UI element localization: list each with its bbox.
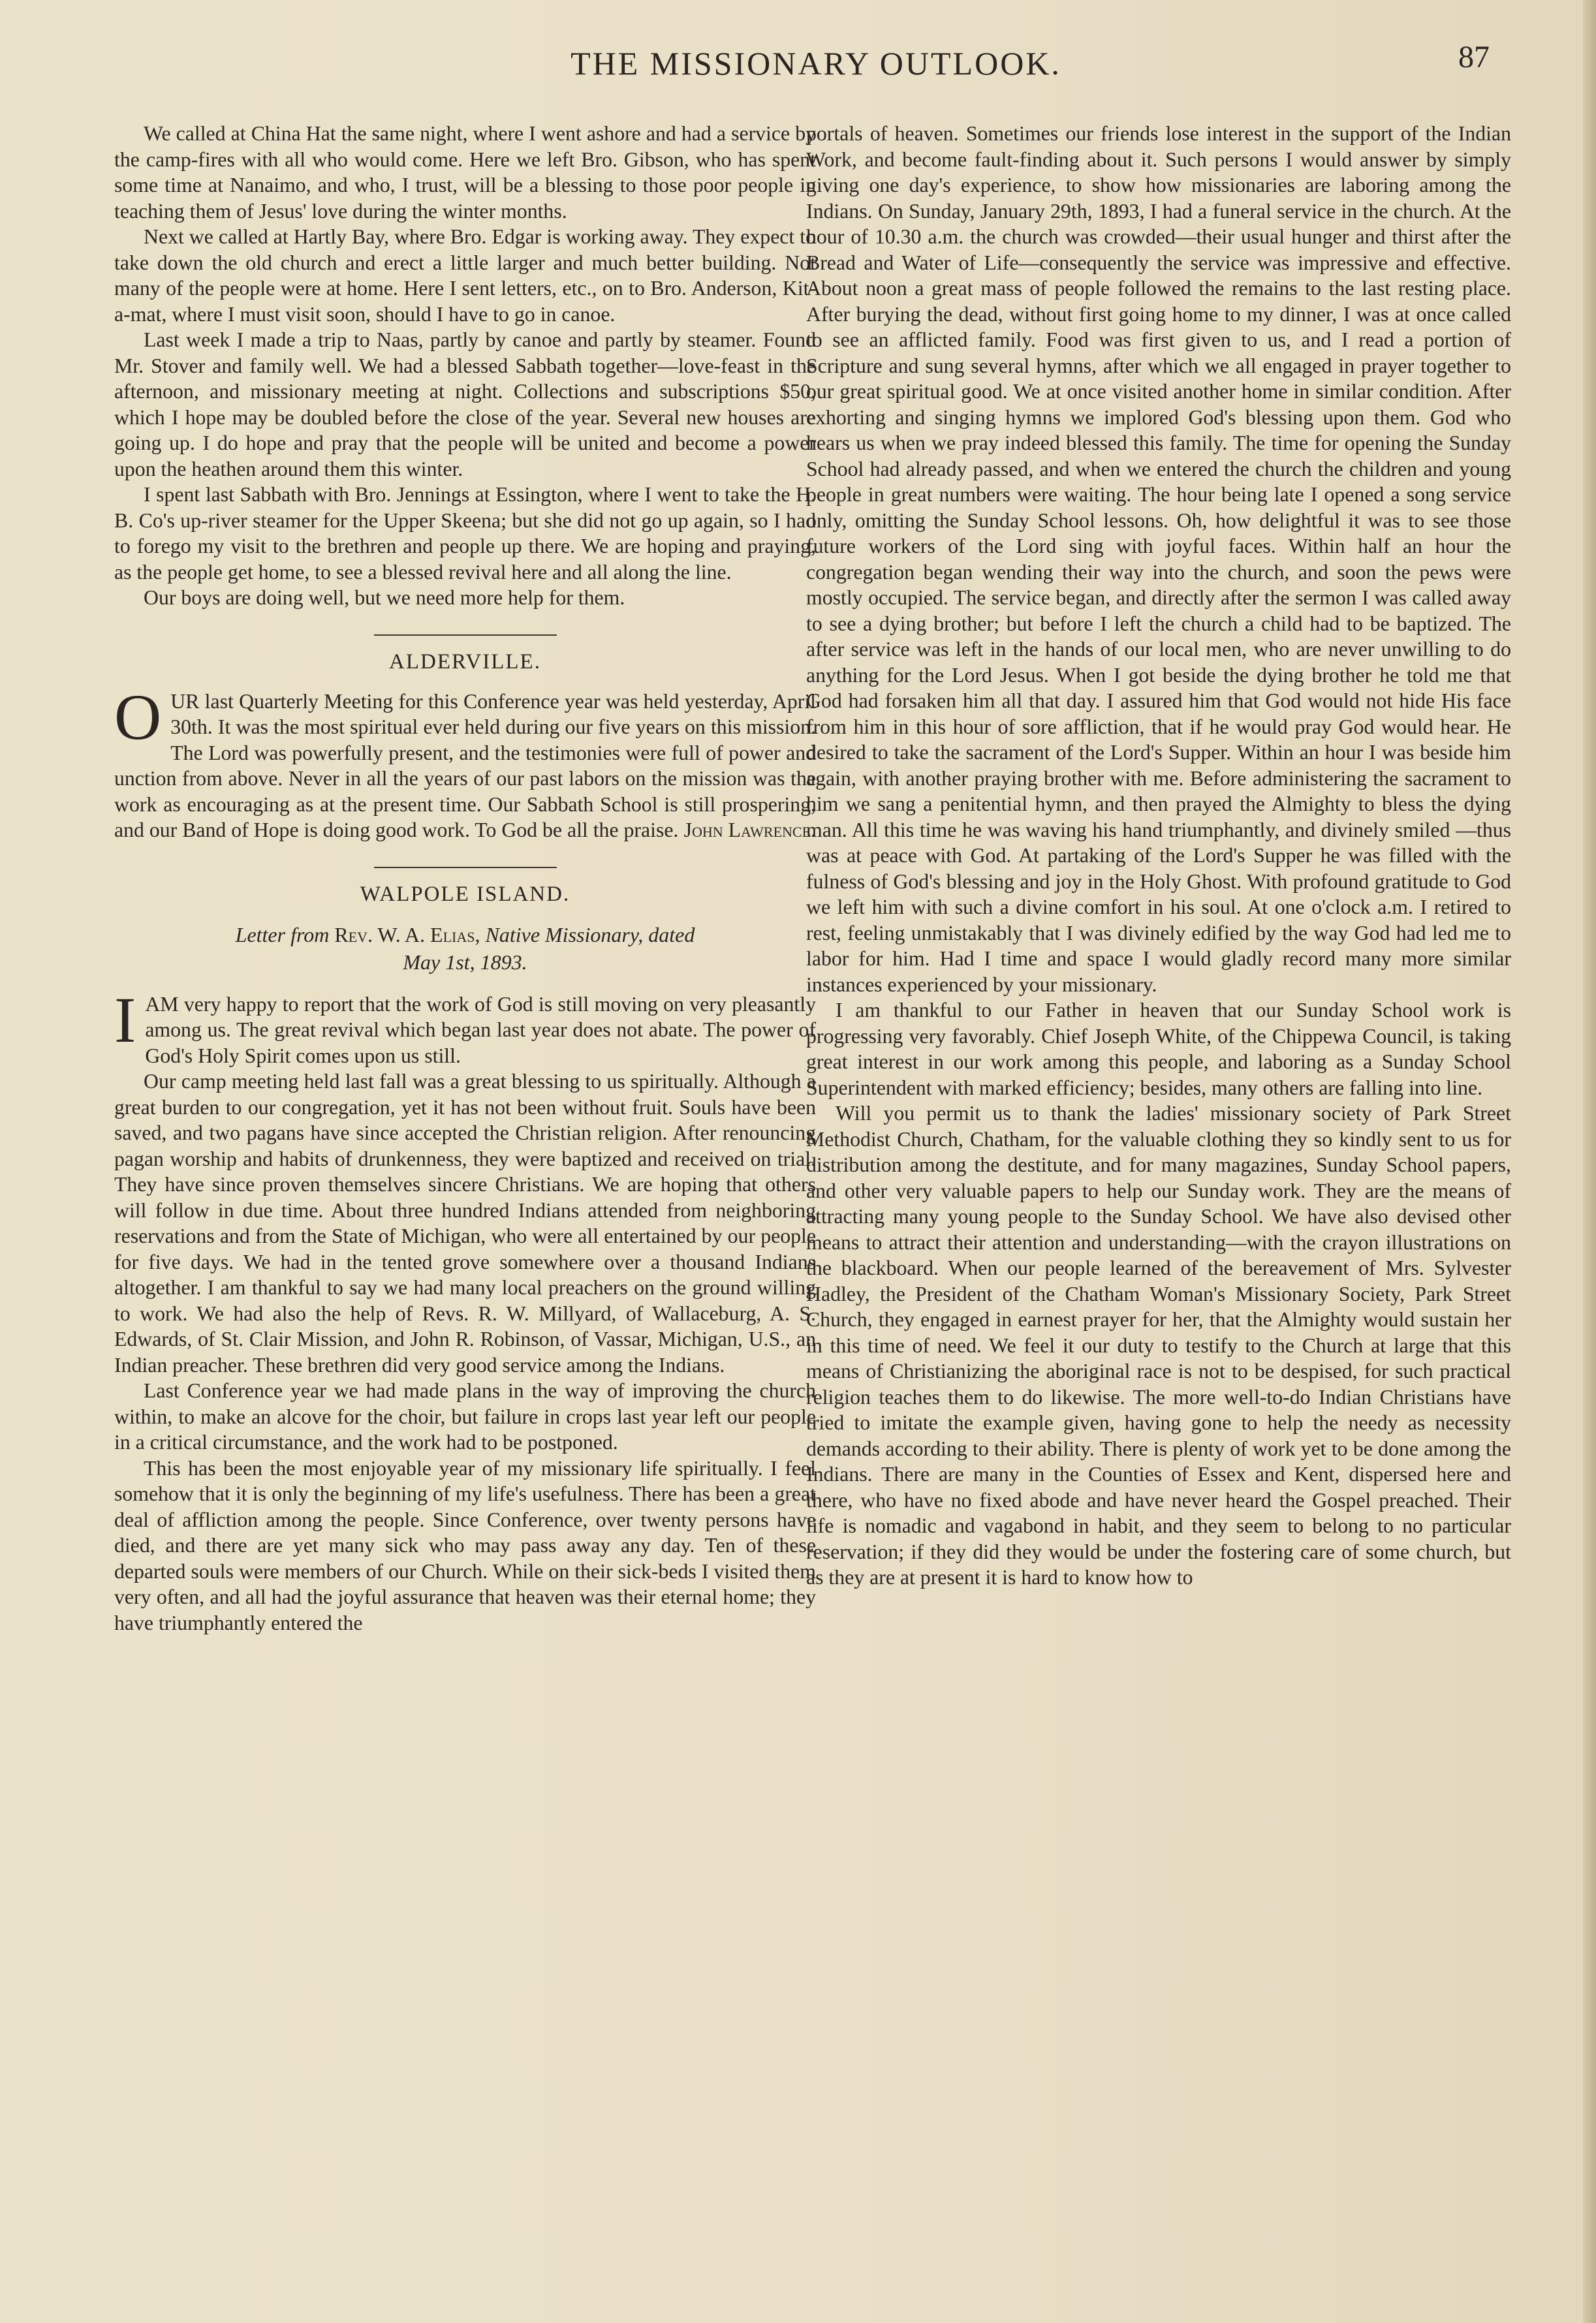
drop-cap: I <box>114 983 136 1056</box>
letter-heading <box>147 921 783 976</box>
section-title-alderville: ALDERVILLE. <box>389 649 541 674</box>
section-title-walpole: WALPOLE ISLAND. <box>360 882 571 906</box>
running-title: THE MISSIONARY OUTLOOK. <box>571 45 1061 82</box>
page-number: 87 <box>1458 40 1490 74</box>
paragraph: Our camp meeting held last fall was a great blessing to us spiritually. Although a great burden to our congregation, yet it has not been without fruit. Souls have been saved, and two pagans have since accepted the Christian religion. After renouncing pagan worship and habits of drunkenness, they were baptized and received on trial. They have since proven themselves sincere Christians. We are hoping that others will follow in due time. About three hundred Indians attended from neighboring reservations and from the State of Michigan, who were all entertained by our people for five days. We had in the tented grove somewhere over a thousand Indians altogether. I am thankful to say we had many local preachers on the ground willing to work. We had also the help of Revs. R. W. Millyard, of Wallaceburg, A. S. Edwards, of St. Clair Mission, and John R. Robinson, of Vassar, Michigan, U.S., an Indian preacher. These brethren did very good service among the Indians. <box>114 1070 816 1377</box>
paragraph: We called at China Hat the same night, where I went ashore and had a service by the camp-fires with all who would come. Here we left Bro. Gibson, who has spent some time at Nanaimo, and who, I trust, will be a blessing to those poor people in teaching them of Jesus' love during the winter months. <box>114 122 816 223</box>
paragraph: portals of heaven. Sometimes our friends lose interest in the support of the Indian Work, and become fault-finding about it. Such persons I would answer by simply giving one day's experience, to show how missionaries are laboring among the Indians. On Sunday, January 29th, 1893, I had a funeral service in the church. At the hour of 10.30 a.m. the church was crowded—their usual hunger and thirst after the Bread and Water of Life—consequently the service was impressive and effective. About noon a great mass of people followed the remains to the last resting place. After burying the dead, without first going home to my dinner, I was at once called to see an afflicted family. Food was first given to us, and I read a portion of Scripture and sung several hymns, after which we all engaged in prayer together to our great spiritual good. We at once visited another home in similar condition. After exhorting and singing hymns we implored God's blessing upon them. God who hears us when we pray indeed blessed this family. The time for opening the Sunday School had already passed, and when we entered the church the children and young people in great numbers were waiting. The hour being late I opened a song service only, omitting the Sunday School lessons. Oh, how delightful it was to see those future workers of the Lord sing with joyful faces. Within half an hour the congregation began wending their way into the church, and soon the pews were mostly occupied. The service began, and directly after the sermon I was called away to see a dying brother; but before I left the church a child had to be baptized. The after service was left in the hands of our local men, who are never unwilling to do anything for the Lord Jesus. When I got beside the dying brother he told me that God had forsaken him all that day. I assured him that God would not hide His face from him in this hour of sore affliction, that if he would pray God would hear. He desired to take the sacrament of the Lord's Supper. Within an hour I was beside him again, with another praying brother with me. Before administering the sacrament to him we sang a penitential hymn, and then prayed the Almighty to bless the dying man. All this time he was waving his hand triumphantly, and divinely smiled —thus was at peace with God. At partaking of the Lord's Supper he was filled with the fulness of God's blessing and joy in the Holy Ghost. With profound gratitude to God we left him with such a divine comfort in his soul. At one o'clock a.m. I retired to rest, feeling unmistakably that I was divinely edified by the way God had led me to labor for him. Had I time and space I would gladly record many more similar instances experienced by your missionary. <box>806 122 1511 996</box>
paragraph: Last Conference year we had made plans in the way of improving the church within, to make an alcove for the choir, but failure in crops last year left our people in a critical circumstance, and the work had to be postponed. <box>114 1379 816 1454</box>
letter-author: Rev. W. A. Elias, <box>334 922 480 946</box>
letter-role: Native Missionary, dated <box>485 922 695 946</box>
left-column <box>114 121 816 2294</box>
right-column <box>806 121 1511 2294</box>
drop-cap: O <box>114 680 162 753</box>
paragraph: Last week I made a trip to Naas, partly by canoe and partly by steamer. Found Mr. Stover and family well. We had a blessed Sabbath together—love-feast in the afternoon, and missionary meeting at night. Collections and subscriptions $50, which I hope may be doubled before the close of the year. Several new houses are going up. I do hope and pray that the people will be united and become a power upon the heathen around them this winter. <box>114 328 816 480</box>
letter-from: Letter from <box>235 922 330 946</box>
alderville-text: UR last Quarterly Meeting for this Conference year was held yesterday, April 30th. It was the most spiritual ever held during our five years on this mission. The Lord was powerfully present, and the testimonies were full of power and unction from above. Never in all the years of our past labors on the mission was the work as encouraging as at the present time. Our Sabbath School is still prospering, and our Band of Hope is doing good work. To God be all the praise. <box>114 689 816 841</box>
paragraph: Next we called at Hartly Bay, where Bro. Edgar is working away. They expect to take down the old church and erect a little larger and much better building. Not many of the people were at home. Here I sent letters, etc., on to Bro. Anderson, Kit-a-mat, where I must visit soon, should I have to go in canoe. <box>114 225 816 326</box>
letter-date: May 1st, 1893. <box>403 950 527 974</box>
walpole-text: AM very happy to report that the work of God is still moving on very pleasantly among us. The great revival which began last year does not abate. The power of God's Holy Spirit comes upon us still. <box>145 992 816 1067</box>
paragraph: Will you permit us to thank the ladies' missionary society of Park Street Methodist Church, Chatham, for the valuable clothing they so kindly sent to us for distribution among the destitute, and for many magazines, Sunday School papers, and other very valuable papers to help our Sunday work. They are the means of attracting many young people to the Sunday School. We have also devised other means to attract their attention and understanding—with the crayon illustrations on the blackboard. When our people learned of the bereavement of Mrs. Sylvester Hadley, the President of the Chatham Woman's Missionary Society, Park Street Church, they engaged in earnest prayer for her, that the Almighty would sustain her in this time of need. We feel it our duty to testify to the Church at large that this means of Christianizing the aboriginal race is not to be despised, for such practical religion teaches them to do likewise. The more well-to-do Indian Christians have tried to imitate the example given, having gone to help the needy as necessity demands according to their ability. There is plenty of work yet to be done among the Indians. There are many in the Counties of Essex and Kent, dispersed here and there, who have no fixed abode and have never heard the Gospel preached. Their life is nomadic and vagabond in habit, and they seem to belong to no particular reservation; if they did they would be under the fostering care of some church, but as they are at present it is hard to know how to <box>806 1102 1511 1589</box>
paragraph: I am thankful to our Father in heaven that our Sunday School work is progressing very favorably. Chief Joseph White, of the Chippewa Council, is taking great interest in our work among this people, and laboring as a Sunday School Superintendent with marked efficiency; besides, many others are falling into line. <box>806 999 1511 1099</box>
section-divider <box>374 867 557 868</box>
paragraph: I spent last Sabbath with Bro. Jennings at Essington, where I went to take the H. B. Co's up-river steamer for the Upper Skeena; but she did not go up again, so I had to forego my visit to the brethren and people up there. We are hoping and praying, as the people get home, to see a blessed revival here and all along the line. <box>114 483 816 584</box>
section-divider <box>374 634 557 636</box>
paragraph: Our boys are doing well, but we need more help for them. <box>144 586 625 609</box>
paragraph: This has been the most enjoyable year of my missionary life spiritually. I feel somehow that it is only the beginning of my life's usefulness. There has been a great deal of affliction among the people. Since Conference, over twenty persons have died, and there are yet many sick who may pass away any day. Ten of these departed souls were members of our Church. While on their sick-beds I visited them very often, and all had the joyful assurance that heaven was their eternal home; they have triumphantly entered the <box>114 1456 816 1634</box>
page-edge <box>1583 0 1596 2323</box>
signature: John Lawrence. <box>683 819 816 841</box>
page-header <box>117 39 1514 91</box>
walpole-paragraph <box>114 983 816 1069</box>
alderville-report <box>114 680 816 843</box>
